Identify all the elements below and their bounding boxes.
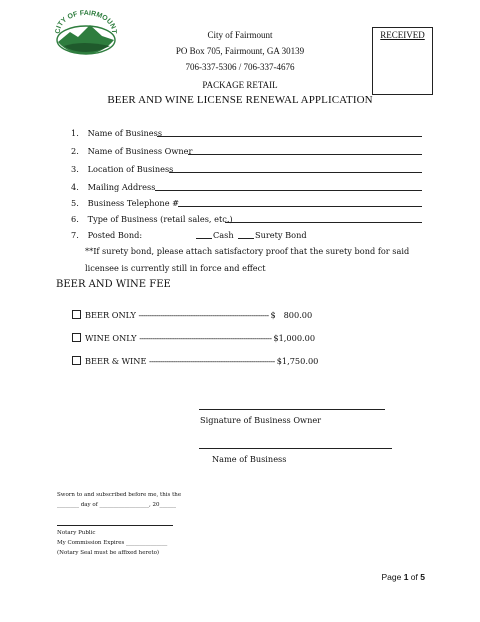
received-box: [372, 27, 433, 95]
owner-signature-line[interactable]: [199, 409, 385, 410]
item-6: [71, 214, 233, 224]
business-name-label: Name of Business: [212, 454, 287, 464]
item-label: Posted Bond:: [87, 230, 143, 240]
item-number: 7.: [71, 230, 79, 240]
license-category: PACKAGE RETAIL: [202, 80, 278, 90]
fee-heading: BEER AND WINE FEE: [56, 279, 171, 290]
wine-only-checkbox[interactable]: [72, 333, 81, 342]
item-label: Name of Business Owner: [87, 146, 193, 156]
received-label: RECEIVED: [380, 30, 425, 40]
item-label: Business Telephone #: [87, 198, 180, 208]
fee-label: BEER ONLY: [85, 310, 136, 320]
item-label: Mailing Address: [87, 182, 156, 192]
item-3: [71, 164, 173, 174]
item-number: 3.: [71, 164, 79, 174]
bond-surety-label: Surety Bond: [255, 230, 307, 240]
item-number: 4.: [71, 182, 79, 192]
item-4: [71, 182, 155, 192]
item-5: [71, 198, 179, 208]
fee-label: WINE ONLY: [85, 333, 137, 343]
page-word: Page: [381, 572, 402, 582]
fee-dashes: ------------------------------------------------------------: [138, 310, 271, 320]
fee-row-wine: [85, 333, 315, 343]
commission-expires: My Commission Expires _______________: [57, 540, 168, 546]
surety-note-line-1: **If surety bond, please attach satisfactory proof that the surety bond for said: [85, 246, 410, 256]
item-number: 2.: [71, 146, 79, 156]
notary-public-label: Notary Public: [57, 530, 96, 536]
item-number: 1.: [71, 128, 79, 138]
surety-blank[interactable]: [238, 238, 254, 239]
page-current: 1: [403, 572, 409, 582]
item-number: 5.: [71, 198, 79, 208]
item-label: Location of Business: [87, 164, 174, 174]
signature-label: Signature of Business Owner: [200, 415, 322, 425]
city-phones: 706-337-5306 / 706-337-4676: [185, 62, 295, 72]
fee-row-beer-wine: [85, 356, 318, 366]
svg-text:CITY OF FAIRMOUNT: CITY OF FAIRMOUNT: [54, 10, 118, 34]
city-address: PO Box 705, Fairmount, GA 30139: [175, 46, 305, 56]
page-indicator: [381, 572, 425, 582]
surety-note-line-2: licensee is currently still in force and effect: [85, 263, 266, 273]
item-label: Name of Business: [87, 128, 163, 138]
item-number: 6.: [71, 214, 79, 224]
business-name-field[interactable]: [157, 136, 422, 137]
notary-seal-note: (Notary Seal must be affixed hereto): [57, 550, 160, 556]
item-2: [71, 146, 192, 156]
page-total: 5: [420, 572, 425, 582]
sworn-date-blanks: ________ day of __________________, 20______: [57, 502, 176, 508]
fee-amount: $ 800.00: [270, 310, 313, 320]
item-1: [71, 128, 162, 138]
bond-cash-label: Cash: [213, 230, 234, 240]
business-location-field[interactable]: [169, 172, 422, 173]
business-telephone-field[interactable]: [178, 206, 422, 207]
fee-dashes: ----------------------------------------------------------: [149, 356, 277, 366]
mailing-address-field[interactable]: [155, 190, 422, 191]
fee-amount: $1,000.00: [273, 333, 316, 343]
item-label: Type of Business (retail sales, etc.): [87, 214, 233, 224]
business-owner-field[interactable]: [188, 154, 422, 155]
beer-and-wine-checkbox[interactable]: [72, 356, 81, 365]
beer-only-checkbox[interactable]: [72, 310, 81, 319]
fee-row-beer: [85, 310, 312, 320]
business-type-field[interactable]: [225, 222, 422, 223]
city-name: City of Fairmount: [207, 30, 273, 40]
sworn-statement: Sworn to and subscribed before me, this the: [57, 492, 182, 498]
fee-label: BEER & WINE: [85, 356, 147, 366]
item-7: [71, 230, 142, 240]
page-of: of: [410, 572, 418, 582]
form-title: BEER AND WINE LICENSE RENEWAL APPLICATION: [107, 94, 373, 106]
fee-dashes: -------------------------------------------------------------: [139, 333, 274, 343]
business-name-line[interactable]: [199, 448, 392, 449]
cash-blank[interactable]: [196, 238, 212, 239]
notary-signature-line[interactable]: [57, 525, 173, 526]
fee-amount: $1,750.00: [276, 356, 319, 366]
